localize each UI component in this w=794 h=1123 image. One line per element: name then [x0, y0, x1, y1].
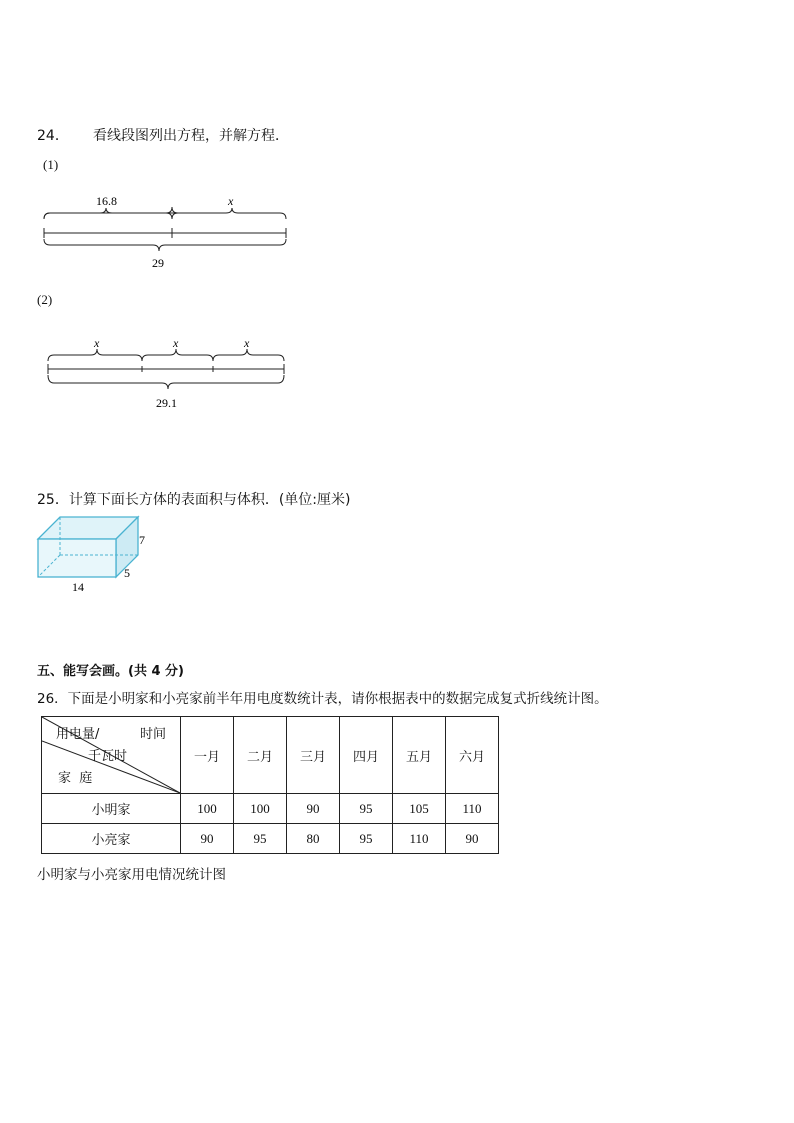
table-cell: 110	[393, 824, 446, 854]
label-29-1: 29.1	[156, 396, 177, 410]
q24-part1-label: (1)	[43, 157, 59, 172]
cuboid-front-face	[38, 539, 116, 577]
corner-time-label: 时间	[140, 727, 167, 742]
header-corner-cell	[42, 717, 181, 794]
brace-bottom	[48, 375, 284, 389]
table-header-row	[42, 717, 499, 794]
q24-part2-diagram	[42, 335, 292, 415]
table-cell: 100	[181, 794, 234, 824]
table-cell: 90	[446, 824, 499, 854]
row-family-name: 小明家	[42, 794, 181, 824]
table-cell: 100	[234, 794, 287, 824]
table-cell: 95	[340, 794, 393, 824]
brace-3	[213, 349, 284, 361]
label-x-1: x	[94, 336, 100, 350]
row-family-name: 小亮家	[42, 824, 181, 854]
label-x-2: x	[173, 336, 179, 350]
width-label: 5	[124, 566, 130, 580]
label-29: 29	[152, 256, 164, 270]
q24-part2-label: (2)	[37, 292, 53, 307]
table-cell: 80	[287, 824, 340, 854]
table-cell: 95	[340, 824, 393, 854]
month-header: 三月	[287, 717, 340, 794]
height-label: 7	[139, 533, 145, 547]
q24-part1-diagram	[38, 195, 294, 275]
brace-bottom	[44, 239, 286, 251]
chart-caption: 小明家与小亮家用电情况统计图	[37, 867, 226, 883]
q25-prompt: 25．计算下面长方体的表面积与体积．(单位:厘米)	[37, 492, 351, 508]
table-cell: 95	[234, 824, 287, 854]
electricity-table	[41, 716, 499, 854]
cuboid-figure	[34, 513, 164, 595]
table-cell: 105	[393, 794, 446, 824]
length-label: 14	[72, 580, 84, 594]
month-header: 五月	[393, 717, 446, 794]
month-header: 一月	[181, 717, 234, 794]
corner-unit-label: 用电量/	[56, 727, 100, 742]
brace-right	[172, 208, 286, 219]
table-row	[42, 824, 499, 854]
label-x: x	[228, 195, 234, 208]
corner-family-label: 家 庭	[58, 771, 93, 786]
table-cell: 90	[181, 824, 234, 854]
table-row	[42, 794, 499, 824]
corner-kwh-label: 千瓦时	[88, 749, 128, 764]
label-16-8: 16.8	[96, 195, 117, 208]
table-cell: 90	[287, 794, 340, 824]
table-cell: 110	[446, 794, 499, 824]
month-header: 六月	[446, 717, 499, 794]
brace-1	[48, 349, 142, 361]
brace-2	[142, 349, 213, 361]
month-header: 四月	[340, 717, 393, 794]
q26-prompt: 26．下面是小明家和小亮家前半年用电度数统计表，请你根据表中的数据完成复式折线统计图。	[37, 691, 608, 707]
section-title: 五、能写会画。(共 4 分)	[37, 664, 184, 679]
month-header: 二月	[234, 717, 287, 794]
label-x-3: x	[244, 336, 250, 350]
q24-number: 24．	[37, 128, 69, 144]
q24-prompt: 看线段图列出方程，并解方程．	[93, 128, 289, 144]
